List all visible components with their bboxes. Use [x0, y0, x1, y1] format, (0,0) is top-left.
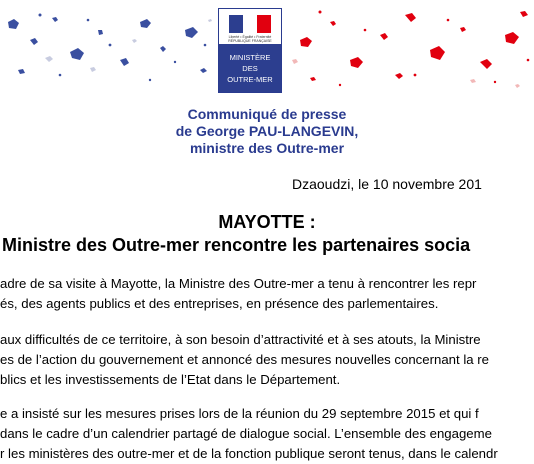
press-release-heading: [0, 106, 534, 157]
french-flag-icon: [229, 15, 271, 33]
logo-ministry-name: MINISTÈRE DES OUTRE-MER: [219, 44, 281, 92]
dateline: Dzaoudzi, le 10 novembre 201: [292, 176, 482, 192]
logo-motto: Liberté • Égalité • Fraternité RÉPUBLIQUE FRANÇAISE: [228, 35, 272, 43]
press-author: de George PAU-LANGEVIN,: [175, 123, 359, 139]
ministry-logo: [218, 8, 282, 93]
paragraph-1: adre de sa visite à Mayotte, la Ministre des Outre-mer a tenu à rencontrer les repr és, des agents publics et des entreprises, en présence des parlementaires.: [0, 276, 477, 311]
press-label: Communiqué de presse: [187, 106, 347, 122]
paragraph-3: e a insisté sur les mesures prises lors de la réunion du 29 septembre 2015 et qui f dans le cadre d’un calendrier partagé de dialogue social. L’ensemble des engageme r les ministères des outre-mer et de la fonction publique seront tenus, dans le calendr: [0, 406, 498, 461]
headline-subtitle: Ministre des Outre-mer rencontre les partenaires socia: [2, 235, 471, 255]
press-author-title: ministre des Outre-mer: [189, 140, 345, 156]
paragraph-2: aux difficultés de ce territoire, à son besoin d’attractivité et à ses atouts, la Ministre es de l’action du gouvernement et annoncé des mesures nouvelles concernant la re blics et les investissements de l’Etat dans le Département.: [0, 332, 489, 387]
headline-title: MAYOTTE :: [218, 212, 316, 232]
header-banner: [0, 0, 534, 96]
